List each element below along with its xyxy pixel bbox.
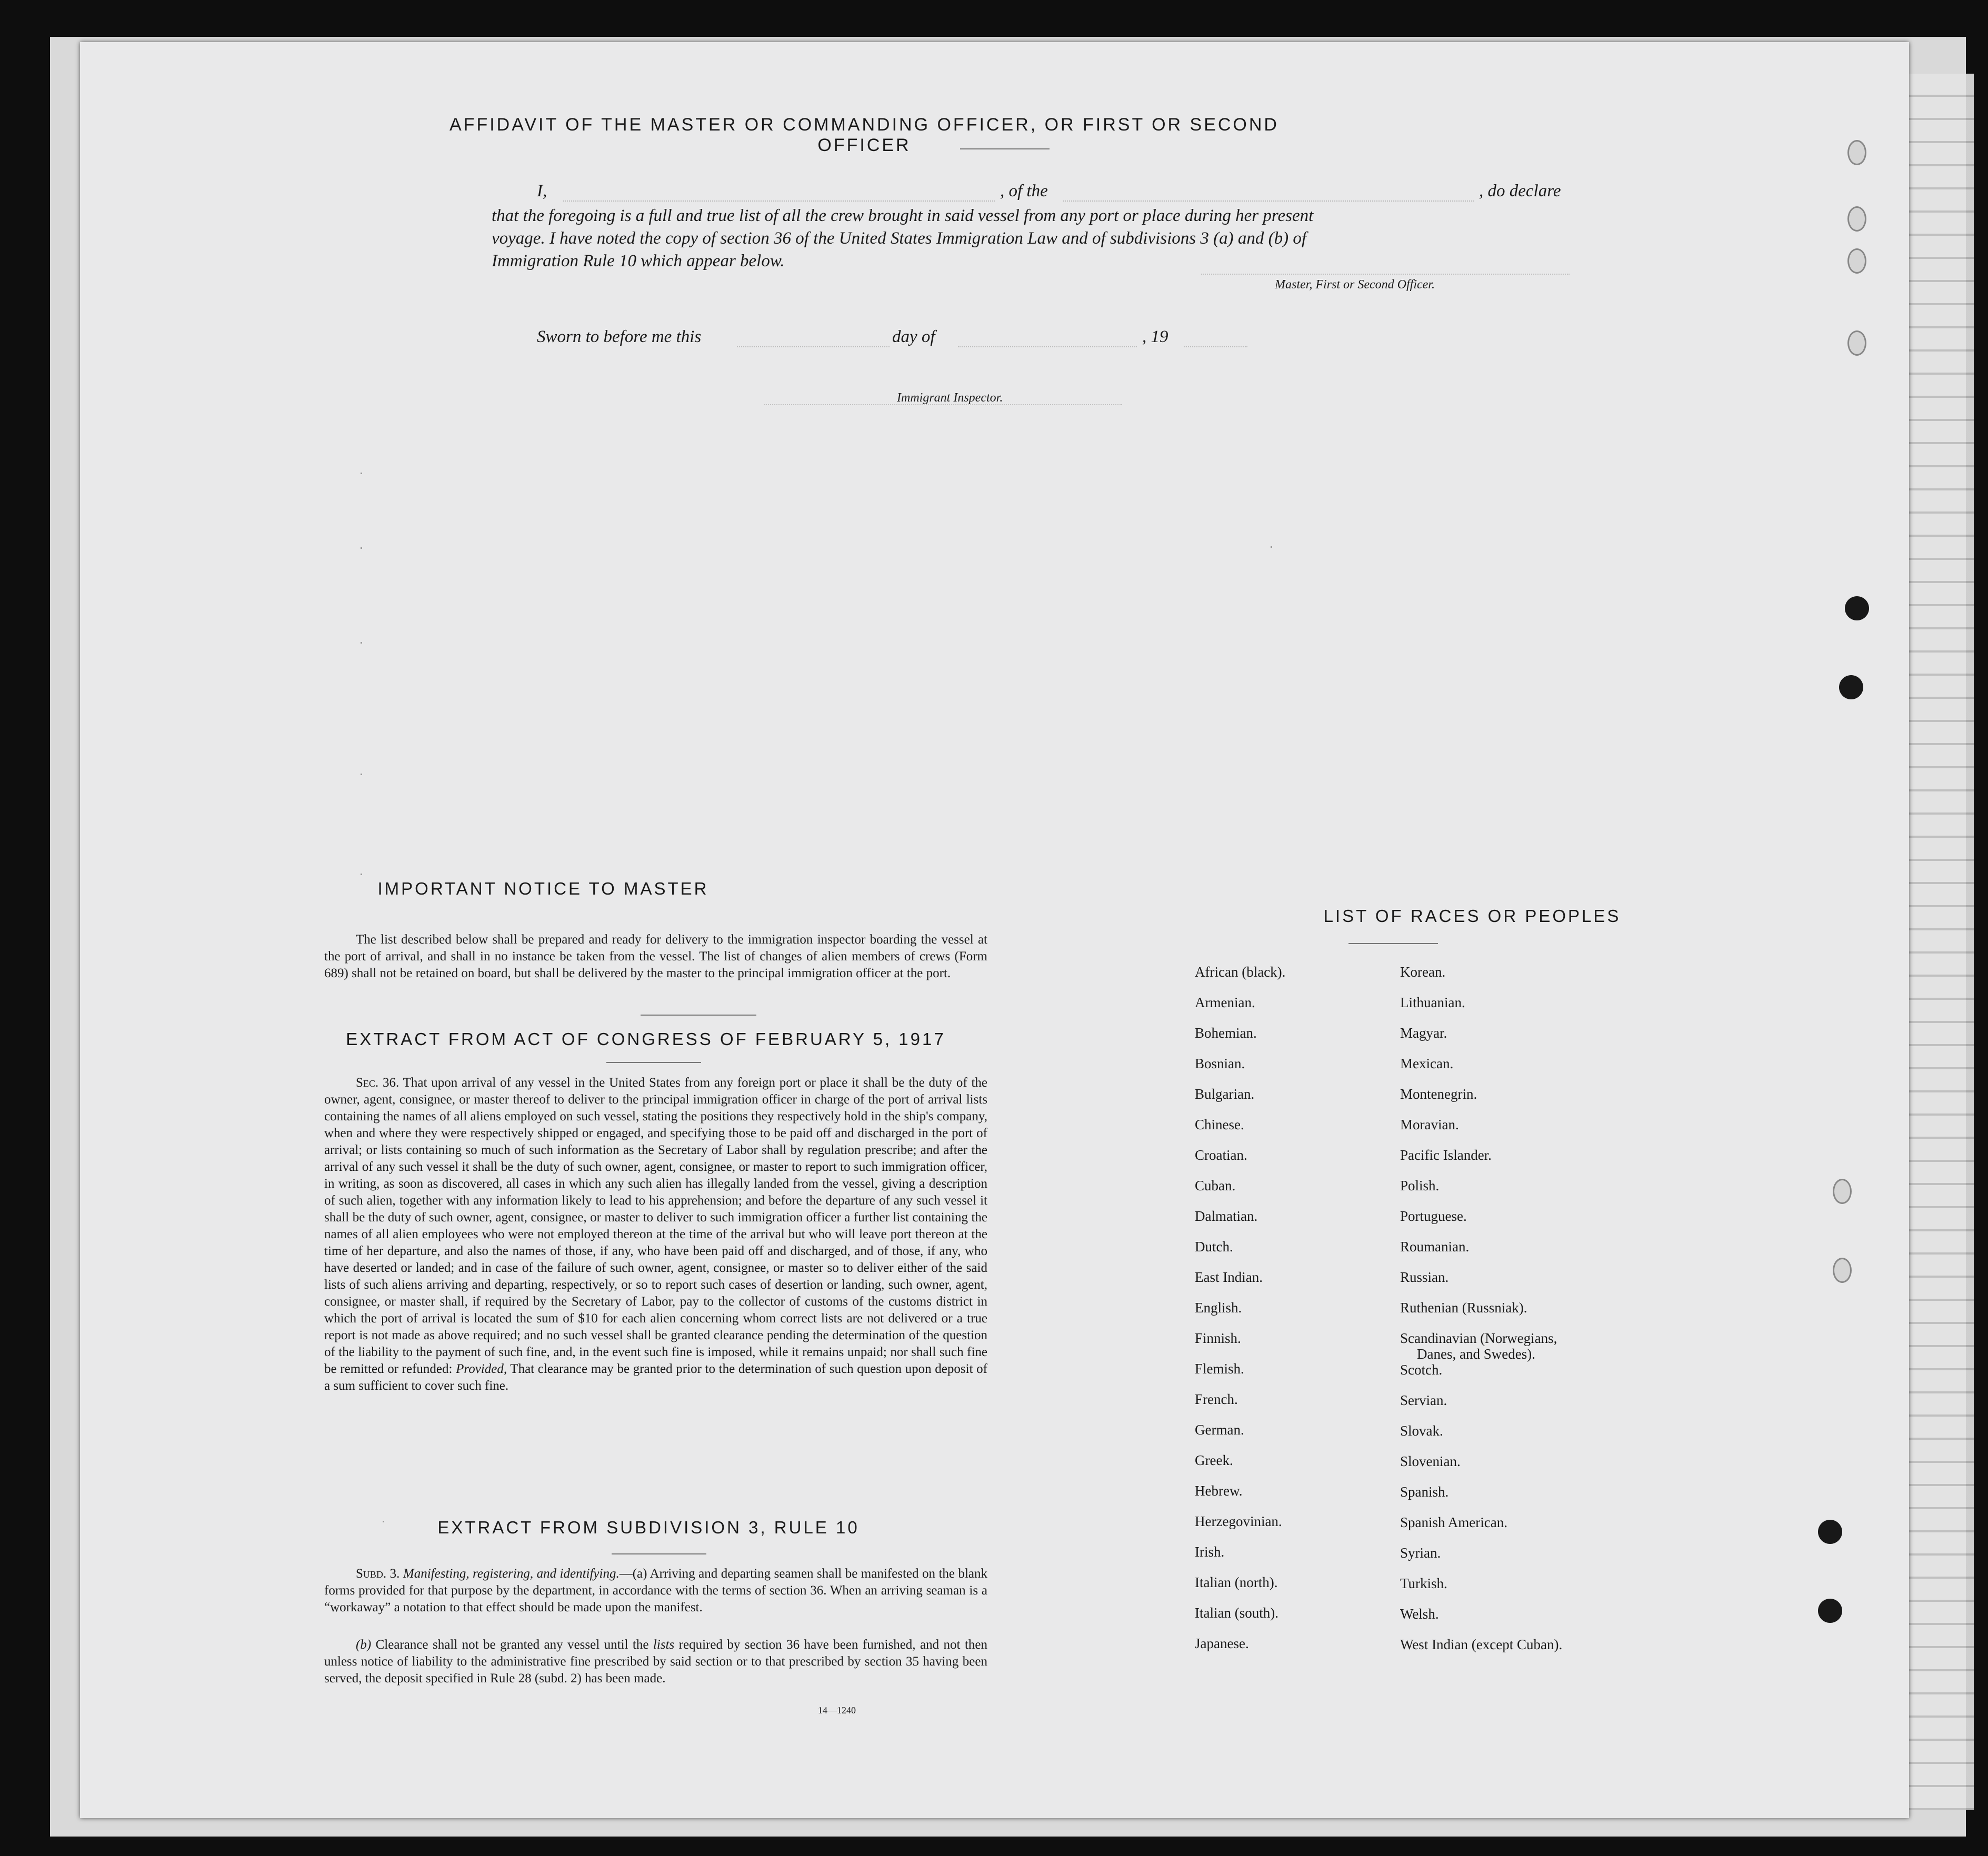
subd-a-body: —(a) Arriving and departing seamen shall be manifested on the blank forms provided for that purpose by the department, in accordance with the terms of section 36. When an arriving seaman is a “workaway” a notation to that effect should be made upon the manifest. [324,1567,987,1614]
master-signature-label: Master, First or Second Officer. [1275,278,1435,292]
race-left-item: Chinese. [1195,1117,1244,1132]
sworn-year: , 19 [1142,327,1168,346]
race-left-item: Irish. [1195,1544,1225,1560]
binder-hole [1847,330,1866,356]
sec-body: 36. That upon arrival of any vessel in the United States from any foreign port or place it shall be the duty of the owner, agent, consignee, or master thereof to deliver to the principal immigration officer in charge of the port of arrival lists containing the names of all aliens employed on such vessel, stating the positions they respectively hold in the ship's company, when and where they were respectively shipped or engaged, and specifying those to be paid off and discharged in the port of arrival; or lists containing so much of such information as the Secretary of Labor shall by regulation prescribe; and after the arrival of any such vessel it shall be the duty of such owner, agent, consignee, or master to report to such immigration officer, in writing, as soon as discovered, all cases in which any such alien has illegally landed from the vessel, giving a description of such alien, together with any information likely to lead to his apprehension; and before the departure of any such vessel it shall be the duty of such owner, agent, consignee, or master to deliver to such immigration officer a further list containing the names of all alien employees who were not employed thereon at the time of the arrival but who will leave port thereon at the time of her departure, and also the names of those, if any, who have been paid off and discharged, and of those, if any, who have deserted or landed; and in case of the failure of such owner, agent, consignee, or master so to deliver either of the said lists of such aliens arriving and departing, respectively, or so to report such cases of desertion or landing, such owner, agent, consignee, or master shall, if required by the Secretary of Labor, pay to the collector of customs of the customs district in which the port of arrival is located the sum of $10 for each alien concerning whom correct lists are not delivered or a true report is not made as above required; and no such vessel shall be granted clearance pending the determination of the question of the liability to the payment of such fine, and, in the event such fine is imposed, while it remains unpaid; nor shall such fine be remitted or refunded: [324,1076,987,1376]
races-rule [1348,943,1438,944]
race-right-item: Spanish. [1400,1484,1449,1500]
subd-b-lists: lists [653,1638,675,1652]
race-left-item: Armenian. [1195,995,1255,1010]
extract-rule-rule [612,1553,706,1554]
race-right-item: Welsh. [1400,1606,1439,1622]
race-right-item: Korean. [1400,964,1446,980]
binder-hole [1818,1520,1842,1544]
race-right-item: Danes, and Swedes). [1417,1346,1535,1362]
race-left-item: Finnish. [1195,1330,1241,1346]
extract-rule-title: EXTRACT FROM SUBDIVISION 3, RULE 10 [437,1518,860,1537]
affidavit-i: I, [537,182,547,200]
sec-label: Sec. [356,1076,379,1090]
race-left-item: Hebrew. [1195,1483,1243,1499]
race-left-item: Bosnian. [1195,1056,1245,1071]
affidavit-line4: Immigration Rule 10 which appear below. [492,252,785,270]
race-right-item: Servian. [1400,1392,1447,1408]
speck [361,473,362,474]
affidavit-line3: voyage. I have noted the copy of section 36 of the United States Immigration Law and of subdivisions 3 (a) and (b) of [492,229,1307,248]
sworn-date-blank[interactable] [737,346,890,347]
race-left-item: Greek. [1195,1452,1233,1468]
race-right-item: Roumanian. [1400,1239,1470,1255]
sworn-month-blank[interactable] [958,346,1137,347]
race-right-item: Scotch. [1400,1362,1443,1378]
race-right-item: Moravian. [1400,1117,1459,1132]
speck [1271,546,1272,548]
affidavit-of-the: , of the [1000,182,1048,200]
race-left-item: French. [1195,1391,1238,1407]
subd-b-paragraph [324,1637,987,1687]
race-right-item: Ruthenian (Russniak). [1400,1300,1527,1316]
race-left-item: Italian (north). [1195,1574,1278,1590]
subd-a-paragraph [324,1566,987,1616]
binder-hole [1833,1179,1852,1204]
race-left-item: African (black). [1195,964,1286,980]
race-right-item: Portuguese. [1400,1208,1467,1224]
speck [361,774,362,775]
binder-hole [1839,675,1863,699]
affidavit-line2: that the foregoing is a full and true list of all the crew brought in said vessel from any port or place during her present [492,206,1314,225]
race-right-item: Russian. [1400,1269,1449,1285]
race-left-item: Cuban. [1195,1178,1236,1193]
race-right-item: Magyar. [1400,1025,1447,1041]
speck [361,642,362,644]
inspector-signature-label: Immigrant Inspector. [897,391,1003,405]
race-left-item: Dalmatian. [1195,1208,1258,1224]
extract-act-title: EXTRACT FROM ACT OF CONGRESS OF FEBRUARY 5, 1917 [346,1029,946,1049]
race-right-item: Polish. [1400,1178,1440,1193]
race-right-item: Slovenian. [1400,1453,1461,1469]
name-blank-line[interactable] [563,200,995,202]
race-left-item: Italian (south). [1195,1605,1278,1621]
race-left-item: Herzegovinian. [1195,1513,1282,1529]
race-right-item: Slovak. [1400,1423,1443,1439]
speck [361,874,362,875]
form-number: 14—1240 [818,1705,856,1715]
race-right-item: Scandinavian (Norwegians, [1400,1330,1557,1346]
provided-label: Provided, [456,1362,507,1376]
race-right-item: Syrian. [1400,1545,1441,1561]
binder-hole [1847,206,1866,232]
race-right-item: Montenegrin. [1400,1086,1477,1102]
race-left-item: English. [1195,1300,1242,1316]
race-right-item: Pacific Islander. [1400,1147,1492,1163]
race-left-item: East Indian. [1195,1269,1263,1285]
race-left-item: Bulgarian. [1195,1086,1255,1102]
subd-b-body2: required by section 36 have been furnished, and not then unless notice of liability to the administrative fine prescribed by said section or to that prescribed by section 35 having been served, the deposit specified in Rule 28 (subd. 2) has been made. [324,1638,987,1686]
binder-hole [1845,596,1869,620]
race-left-item: Bohemian. [1195,1025,1257,1041]
sworn-line [537,327,1274,350]
sworn-day-of: day of [892,327,935,346]
race-left-item: Croatian. [1195,1147,1247,1163]
race-left-item: Japanese. [1195,1636,1249,1651]
race-right-item: Mexican. [1400,1056,1454,1071]
race-right-item: Lithuanian. [1400,995,1465,1010]
affidavit-title-rule [960,148,1050,149]
binder-hole [1847,140,1866,165]
extract-act-body [324,1075,987,1394]
notice-body: The list described below shall be prepared and ready for delivery to the immigration inspector boarding the vessel at the port of arrival, and shall in no instance be taken from the vessel. The list of changes of alien members of crews (Form 689) shall not be retained on board, but shall be delivered by the master to the principal immigration officer at the port. [324,932,987,980]
race-left-item: Dutch. [1195,1239,1233,1255]
races-title: LIST OF RACES OR PEOPLES [1323,906,1621,926]
form-sheet [80,42,1909,1818]
binder-hole [1847,248,1866,274]
binder-hole [1833,1258,1852,1283]
race-right-item: West Indian (except Cuban). [1400,1637,1563,1652]
binder-hole [1818,1599,1842,1623]
race-left-item: German. [1195,1422,1244,1438]
affidavit-do-declare: , do declare [1479,182,1561,200]
extract-act-rule [606,1062,701,1063]
sec-body-end: That clearance may be granted prior to the determination of such question upon deposit of a sum sufficient to cover such fine. [324,1362,987,1393]
subd-b-label: (b) [356,1638,372,1652]
affidavit-title: AFFIDAVIT OF THE MASTER OR COMMANDING OFFICER, OR FIRST OR SECOND OFFICER [449,115,1279,155]
notice-rule [641,1015,756,1016]
subd-b-body1: Clearance shall not be granted any vessel until the [375,1638,649,1652]
sworn-prefix: Sworn to before me this [537,327,702,346]
master-signature-line[interactable] [1201,274,1570,275]
subd-number: 3. [389,1567,400,1581]
vessel-blank-line[interactable] [1063,200,1474,202]
race-right-item: Spanish American. [1400,1514,1507,1530]
speck [361,547,362,549]
race-right-item: Turkish. [1400,1576,1447,1591]
affidavit-line1 [537,182,1600,205]
sworn-year-blank[interactable] [1184,346,1247,347]
race-left-item: Flemish. [1195,1361,1244,1377]
subd-heading: Manifesting, registering, and identifying. [403,1567,620,1581]
subd-label: Subd. [356,1567,387,1581]
notice-title: IMPORTANT NOTICE TO MASTER [377,879,709,898]
